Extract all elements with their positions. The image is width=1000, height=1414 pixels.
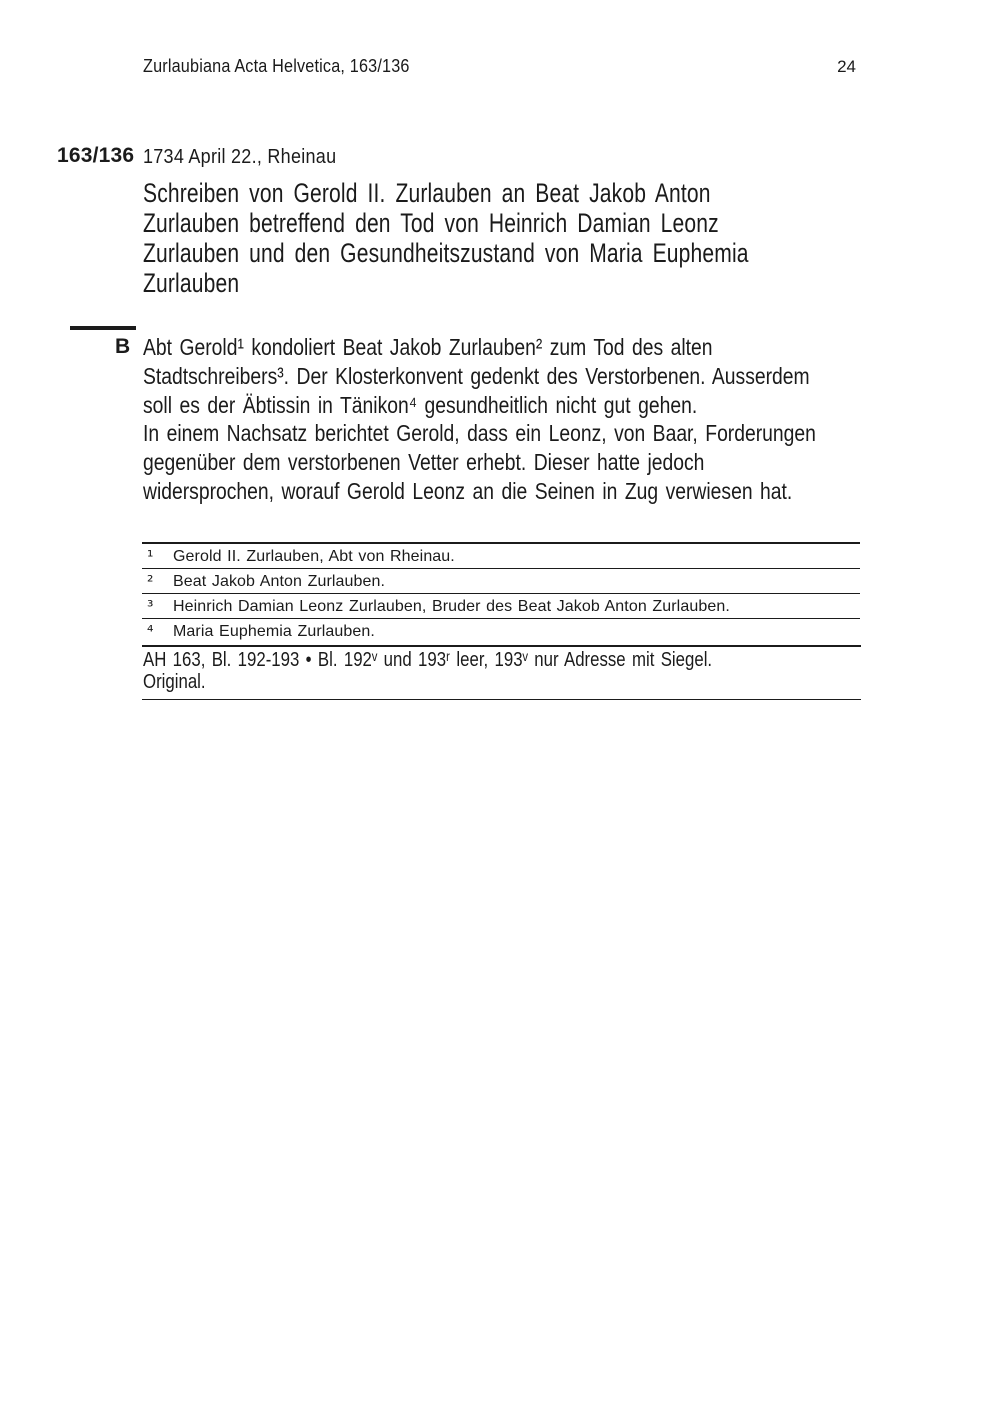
reference-block [142,645,861,700]
footnote-row [142,618,860,643]
footnote-text: Heinrich Damian Leonz Zurlauben, Bruder des Beat Jakob Anton Zurlauben. [173,598,730,615]
footnote-text: Maria Euphemia Zurlauben. [173,623,375,640]
summary-paragraph-2 [143,419,944,505]
footnote-marker: ² [147,572,154,591]
reference-line: AH 163, Bl. 192-193 • Bl. 192ᵛ und 193ʳ leer, 193ᵛ nur Adresse mit Siegel. [143,649,713,671]
summary-line: gegenüber dem verstorbenen Vetter erhebt. Dieser hatte jedoch [143,449,705,476]
reference-line: Original. [143,670,206,693]
entry-title [143,178,919,298]
summary-line: Abt Gerold¹ kondoliert Beat Jakob Zurlauben² zum Tod des alten [143,334,713,360]
footnote-text: Beat Jakob Anton Zurlauben. [173,573,386,590]
entry-title-line: Zurlauben [143,268,240,298]
entry-dateline: 1734 April 22., Rheinau [143,146,337,168]
summary-line: widersprochen, worauf Gerold Leonz an die Seinen in Zug verwiesen hat. [143,477,793,504]
page-number: 24 [837,57,856,76]
footnote-row [142,593,860,618]
entry-title-line: Schreiben von Gerold II. Zurlauben an Beat Jakob Anton [143,178,711,208]
summary-line: Stadtschreibers³. Der Klosterkonvent gedenkt des Verstorbenen. Ausserdem [143,362,810,389]
summary-line: soll es der Äbtissin in Tänikon⁴ gesundheitlich nicht gut gehen. [143,391,698,418]
footnote-row [142,568,860,593]
summary-line: In einem Nachsatz berichtet Gerold, dass ein Leonz, von Baar, Forderungen [143,420,816,447]
running-header-title: Zurlaubiana Acta Helvetica, 163/136 [143,56,410,76]
footnote-marker: ³ [147,597,154,616]
footnote-marker: ¹ [147,547,154,566]
footnote-row [142,542,860,568]
footnote-marker: ⁴ [147,622,154,641]
entry-title-line: Zurlauben betreffend den Tod von Heinrich Damian Leonz [143,208,719,238]
section-label: B [115,335,131,358]
entry-number: 163/136 [57,144,135,167]
entry-summary [143,333,944,506]
footnote-text: Gerold II. Zurlauben, Abt von Rheinau. [173,548,455,565]
section-rule [70,326,136,330]
summary-paragraph-1 [143,333,944,419]
footnotes-section [142,542,860,643]
entry-title-line: Zurlauben und den Gesundheitszustand von Maria Euphemia [143,238,749,268]
